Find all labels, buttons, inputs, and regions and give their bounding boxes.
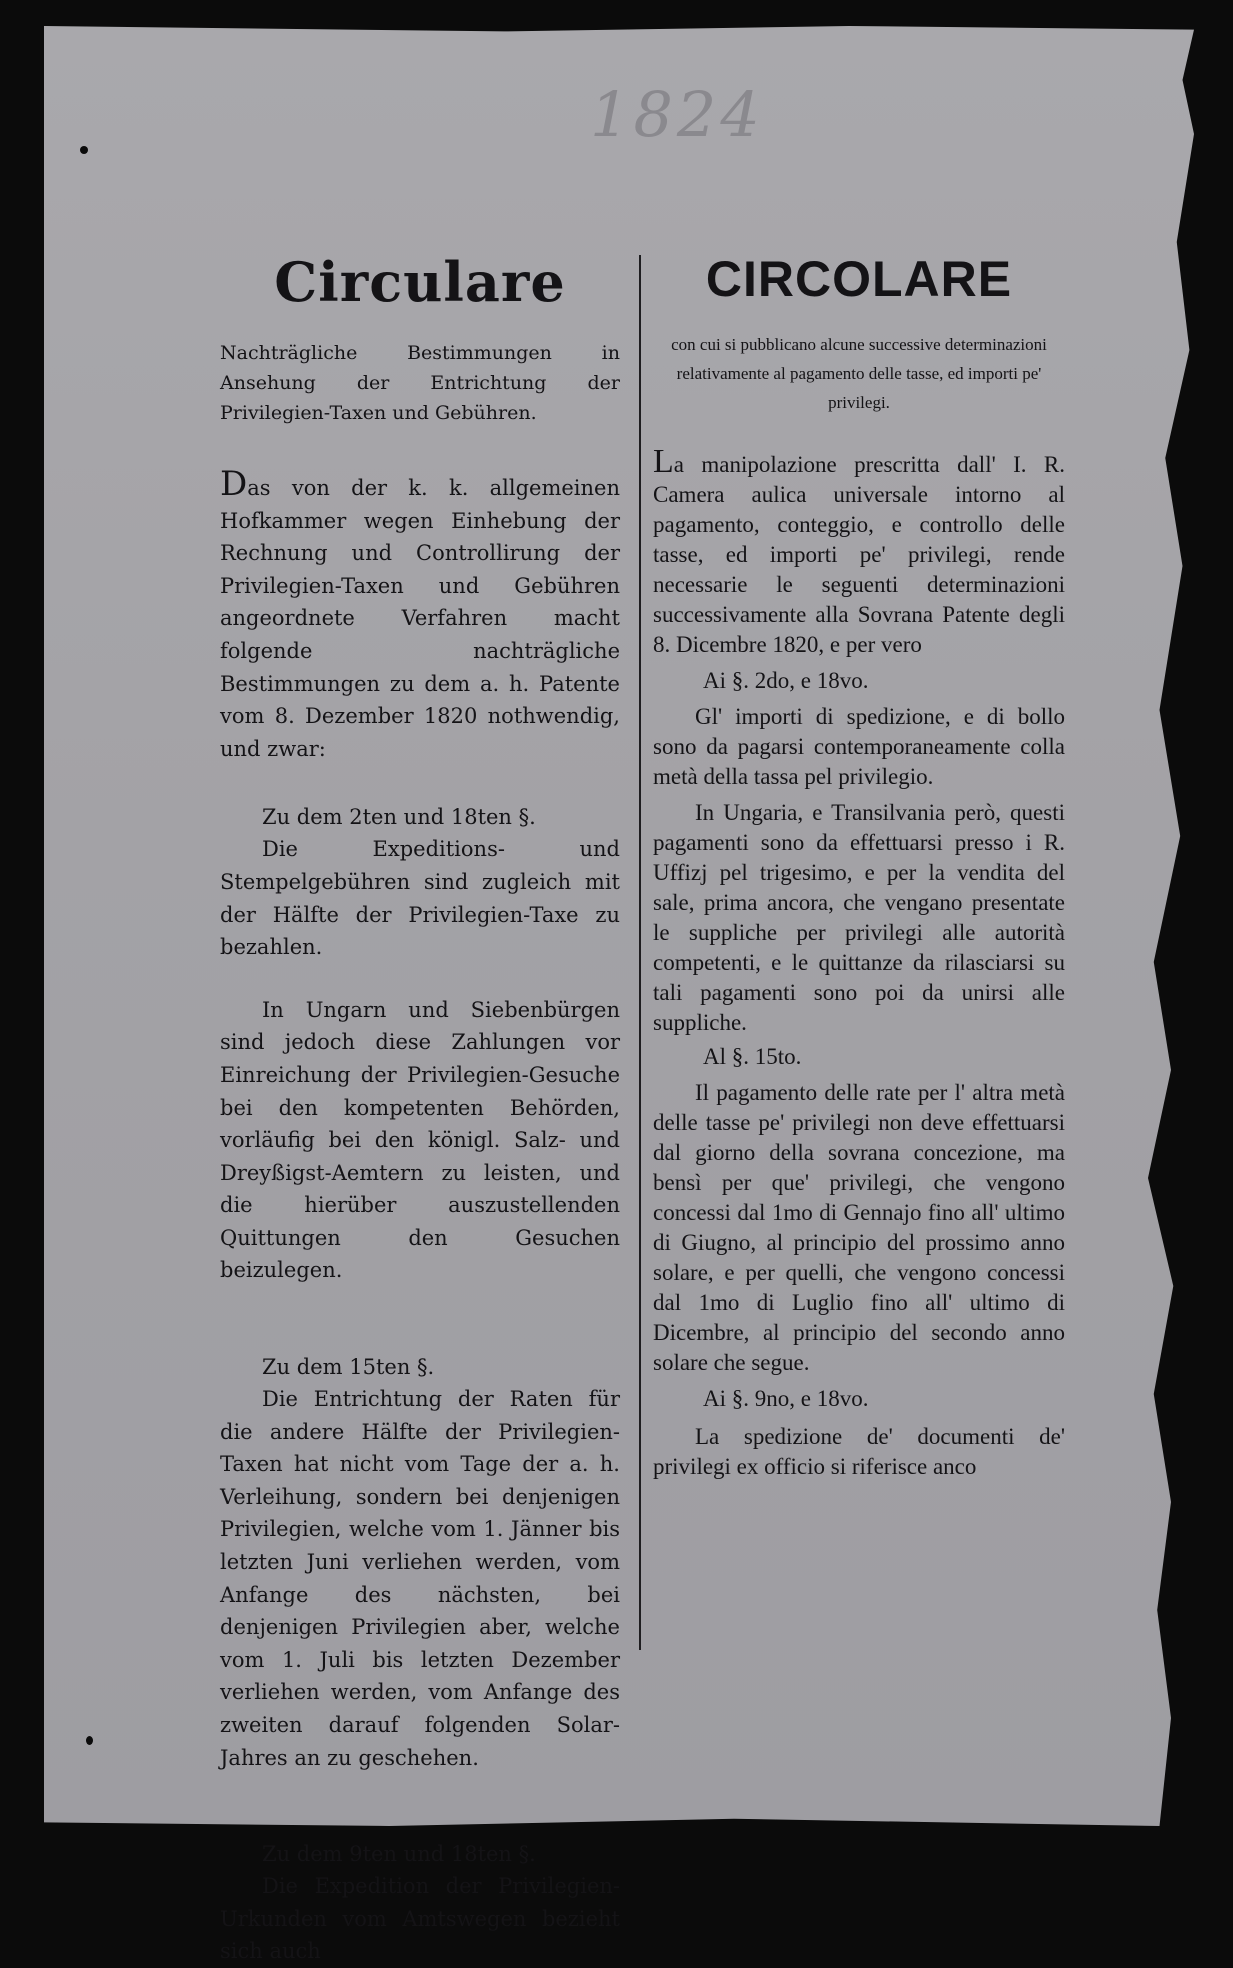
german-intro-text: as von der k. k. allgemeinen Hofkammer wegen Einhebung der Rechnung und Controllirung der Privilegien-Taxen und Gebühren angeordnete Verfahren macht folgende nachträgliche Bestimmungen zu dem a. h. Patente vom 8. Dezember 1820 nothwendig, und zwar: — [220, 476, 620, 761]
italian-intro-text: a manipolazione prescritta dall' I. R. Camera aulica universale intorno al pagamento, conteggio, e controllo delle tasse, ed importi pe' privilegi, rende necessarie le seguenti determinazioni successivamente alla Sovrana Patente degli 8. Dicembre 1820, e per vero — [653, 452, 1065, 657]
italian-intro — [653, 443, 1065, 660]
italian-subtitle: con cui si pubblicano alcune successive determinazioni relativamente al pagamento delle tasse, ed importi pe' privilegi. — [671, 335, 1047, 412]
german-intro-initial: D — [220, 464, 248, 504]
german-heading-1: Zu dem 2ten und 18ten §. — [262, 805, 536, 830]
german-heading-2: Zu dem 15ten §. — [262, 1355, 435, 1380]
paper-blemish — [80, 146, 88, 154]
german-paragraph-2: In Ungarn und Siebenbürgen sind jedoch diese Zahlungen vor Einreichung der Privilegien-Gesuche bei den kompetenten Behörden, vorläufig bei den königl. Salz- und Dreyßigst-Aemtern zu leisten, und die hierüber auszustellenden Quittungen den Gesuchen beizulegen. — [220, 997, 620, 1283]
italian-column — [653, 250, 1065, 1482]
german-title: Circulare — [274, 250, 566, 314]
german-intro — [220, 464, 620, 765]
italian-heading-2: Al §. 15to. — [703, 1044, 802, 1069]
italian-title: CIRCOLARE — [705, 251, 1013, 307]
italian-paragraph-4: La spedizione de' documenti de' privilegi ex officio si riferisce anco — [653, 1424, 1065, 1479]
german-subtitle: Nachträgliche Bestimmungen in Ansehung der Entrichtung der Privilegien-Taxen und Gebühren. — [220, 342, 620, 424]
italian-heading-3: Ai §. 9no, e 18vo. — [703, 1386, 869, 1411]
italian-intro-initial: L — [653, 443, 674, 480]
italian-paragraph-3: Il pagamento delle rate per l' altra metà delle tasse pe' privilegi non deve effettuarsi dal giorno della sovrana concezione, ma bensì per que' privilegi, che vengono concessi dal 1mo di Gennajo fino all' ultimo di Giugno, al principio del prossimo anno solare, e per quelli, che vengono concessi dal 1mo di Luglio fino all' ultimo di Dicembre, al principio del secondo anno solare che segue. — [653, 1080, 1065, 1375]
german-paragraph-1: Die Expeditions- und Stempelgebühren sind zugleich mit der Hälfte der Privilegien-Taxe zu bezahlen. — [220, 837, 620, 960]
handwritten-year: 1824 — [590, 78, 764, 151]
paper-blemish — [86, 1736, 93, 1745]
italian-heading-1: Ai §. 2do, e 18vo. — [703, 668, 869, 693]
german-paragraph-3: Die Entrichtung der Raten für die andere Hälfte der Privilegien-Taxen hat nicht vom Tage der a. h. Verleihung, sondern bei denjenigen Privilegien, welche vom 1. Jänner bis letzten Juni verliehen werden, vom Anfange des nächsten, bei denjenigen Privilegien aber, welche vom 1. Juli bis letzten Dezember verliehen werden, vom Anfange des zweiten darauf folgenden Solar-Jahres an zu geschehen. — [220, 1387, 620, 1770]
german-paragraph-4: Die Expedition der Privilegien-Urkunden vom Amtswegen bezieht sich auch — [220, 1874, 620, 1964]
italian-paragraph-2: In Ungaria, e Transilvania però, questi pagamenti sono da effettuarsi presso i R. Uffizj pel trigesimo, e per la vendita del sale, prima ancora, che vengano presentate le suppliche per privilegi alle autorità competenti, e le quittanze da rilasciarsi su tali pagamenti sono poi da unirsi alle suppliche. — [653, 800, 1065, 1035]
german-heading-3: Zu dem 9ten und 18ten §. — [262, 1842, 536, 1867]
german-column — [220, 250, 620, 1968]
italian-paragraph-1: Gl' importi di spedizione, e di bollo sono da pagarsi contemporaneamente colla metà della tassa pel privilegio. — [653, 704, 1065, 789]
column-divider — [639, 255, 641, 1650]
